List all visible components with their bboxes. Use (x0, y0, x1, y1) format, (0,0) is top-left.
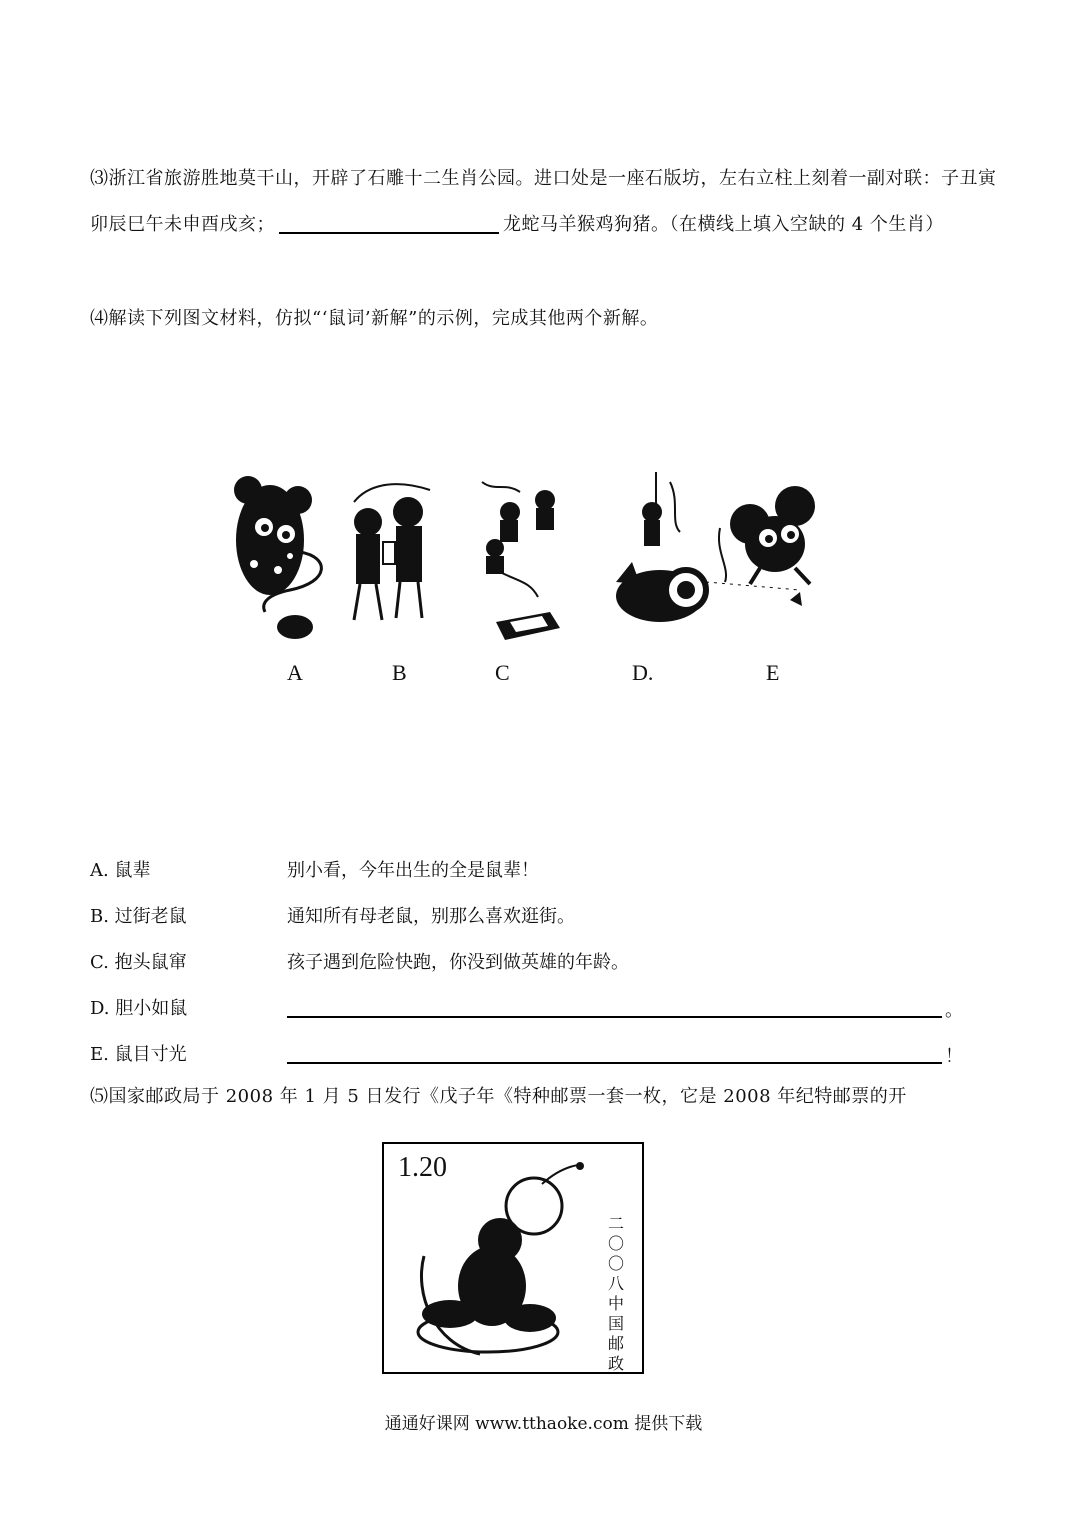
definition-row-d (90, 994, 1000, 1024)
definition-row-a (90, 856, 1000, 886)
paper-cut-figures (220, 472, 840, 642)
definition-row-c (90, 948, 1000, 978)
figure-label-c: C (495, 660, 510, 685)
term-d: D. 胆小如鼠 (90, 998, 188, 1019)
definition-a: 别小看，今年出生的全是鼠辈！ (287, 860, 539, 881)
question-3 (90, 156, 1000, 248)
question-3-text-after: 龙蛇马羊猴鸡狗猪。（在横线上填入空缺的 4 个生肖） (503, 214, 944, 235)
stamp-vertical-text: 二〇〇八中国邮政 (607, 1214, 624, 1373)
figure-b-mice-icon (354, 484, 430, 620)
question-3-text-before: ⑶浙江省旅游胜地莫干山，开辟了石雕十二生肖公园。进口处是一座石版坊，左右立柱上刻着一副对联：子丑寅卯辰巳午未申酉戌亥； (90, 168, 997, 235)
end-mark-e: ！ (945, 1046, 963, 1067)
answer-line-d[interactable] (287, 1016, 942, 1018)
definition-b: 通知所有母老鼠，别那么喜欢逛街。 (287, 906, 575, 927)
figure-label-e: E (766, 660, 780, 685)
definition-row-e (90, 1040, 1000, 1070)
stamp-mouse-icon (384, 1144, 642, 1372)
figure-c-mousetrap-icon (482, 482, 560, 640)
term-a: A. 鼠辈 (90, 860, 151, 881)
answer-blank-zodiac[interactable] (279, 210, 499, 234)
term-e: E. 鼠目寸光 (90, 1044, 187, 1065)
term-c: C. 抱头鼠窜 (90, 952, 187, 973)
figure-label-a: A (287, 660, 303, 685)
figure-label-b: B (392, 660, 407, 685)
definition-c: 孩子遇到危险快跑，你没到做英雄的年龄。 (287, 952, 629, 973)
question-4-prompt: ⑷解读下列图文材料，仿拟“‘鼠词’新解”的示例，完成其他两个新解。 (90, 308, 659, 329)
stamp-image (382, 1142, 644, 1374)
answer-line-e[interactable] (287, 1062, 942, 1064)
term-b: B. 过街老鼠 (90, 906, 187, 927)
end-mark-d: 。 (945, 1000, 963, 1021)
definition-row-b (90, 902, 1000, 932)
figure-label-d: D. (632, 660, 654, 685)
question-5: ⑸国家邮政局于 2008 年 1 月 5 日发行《戊子年《特种邮票一套一枚，它是 2008 年纪特邮票的开 (90, 1086, 907, 1107)
stamp-value: 1.20 (398, 1152, 447, 1183)
figure-a-mouse-icon (234, 476, 321, 639)
figure-e-mouse-icon (719, 486, 815, 606)
footer: 通通好课网 www.tthaoke.com 提供下载 (384, 1414, 703, 1434)
